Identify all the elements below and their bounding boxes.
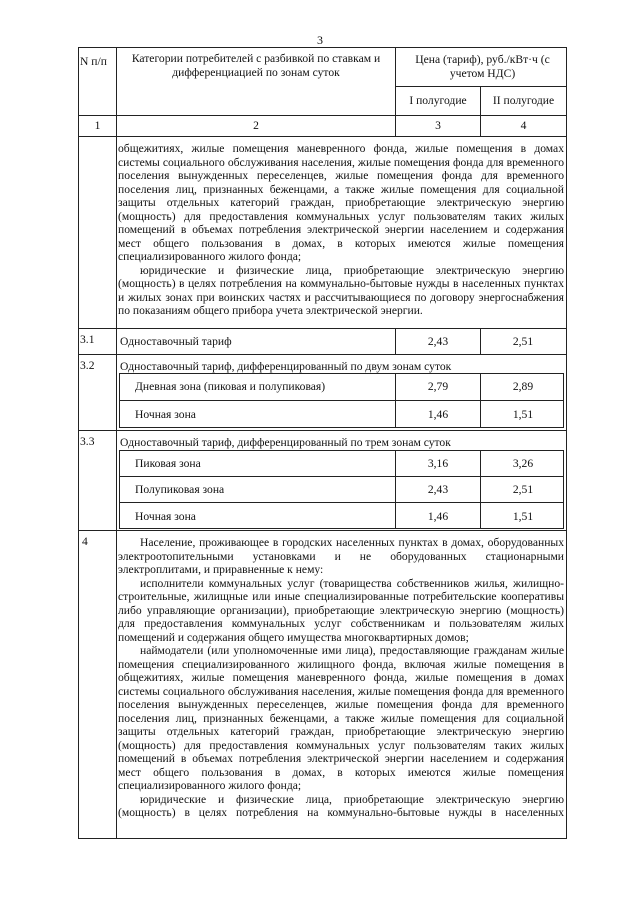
header-price: Цена (тариф), руб./кВт·ч (с учетом НДС) <box>415 53 550 80</box>
row-number: 3.2 <box>80 359 95 372</box>
value-half1: 2,43 <box>427 483 449 496</box>
row-number: 3.1 <box>80 333 95 346</box>
row-number: 3.3 <box>80 435 95 448</box>
header-categories: Категории потребителей с разбивкой по ставкам и дифференциацией по зонам суток <box>131 52 381 79</box>
row-label: Одноставочный тариф, дифференцированный по трем зонам суток <box>120 436 451 449</box>
continuation-text <box>118 142 564 318</box>
value-half2: 3,26 <box>512 457 534 470</box>
value-half2: 1,51 <box>512 408 534 421</box>
zone-label: Ночная зона <box>135 408 196 421</box>
value-half2: 2,51 <box>512 483 534 496</box>
value-half2: 2,51 <box>512 335 534 348</box>
value-half1: 3,16 <box>427 457 449 470</box>
paragraph: юридические и физические лица, приобретающие электрическую энергию (мощность) в целях потребления на коммунально-бытовые нужды в населенных <box>118 792 564 819</box>
value-half1: 1,46 <box>427 408 449 421</box>
value-half2: 1,51 <box>512 510 534 523</box>
header-number: N п/п <box>80 55 107 68</box>
paragraph: Население, проживающее в городских населенных пунктах в домах, оборудованных электроотопительными установками и не оборудованных стационарными электроплитами, и приравненные к нему: <box>118 536 564 576</box>
col-num-2: 2 <box>253 119 259 132</box>
paragraph: исполнители коммунальных услуг (товарищества собственников жилья, жилищно-строительные, жилищные или иные специализированные потребительские кооперативы либо управляющие организации), приобретающие электрическую энергию (мощность) для предоставления коммунальных услуг собственникам и пользователям жилых помещений и содержания общего имущества многоквартирных домов; <box>118 576 564 644</box>
zone-label: Ночная зона <box>135 510 196 523</box>
col-num-4: 4 <box>520 119 527 132</box>
col-num-3: 3 <box>435 119 441 132</box>
header-half1: I полугодие <box>409 94 467 107</box>
row-4-text <box>118 536 564 820</box>
col-num-1: 1 <box>94 119 101 132</box>
zone-label: Дневная зона (пиковая и полупиковая) <box>135 380 326 393</box>
header-half2: II полугодие <box>492 94 555 107</box>
row-label: Одноставочный тариф <box>120 335 232 348</box>
paragraph: наймодатели (или уполномоченные ими лица), предоставляющие гражданам жилые помещения специализированного жилищного фонда, включая жилые помещения в общежитиях, жилые помещения маневренного фонда, жилые помещения в домах системы социального обслуживания населения, жилые помещения фонда для временного поселения вынужденных переселенцев, жилые помещения фонда для временного поселения лиц, признанных беженцами, а также жилые помещения для социальной защиты отдельных категорий граждан, приобретающие электрическую энергию (мощность) для предоставления коммунальных услуг пользователям таких жилых помещений в объемах потребления электрической энергии населением и содержания мест общего пользования в домах, в которых имеются жилые помещения специализированного жилого фонда; <box>118 644 564 792</box>
zone-label: Полупиковая зона <box>135 483 225 496</box>
page-number: 3 <box>317 33 323 47</box>
row-number: 4 <box>82 535 88 548</box>
value-half1: 2,43 <box>427 335 449 348</box>
zone-label: Пиковая зона <box>135 457 201 470</box>
paragraph: общежитиях, жилые помещения маневренного фонда, жилые помещения в домах системы социального обслуживания населения, жилые помещения фонда для временного поселения вынужденных переселенцев, жилые помещения фонда для временного поселения лиц, признанных беженцами, а также жилые помещения для социальной защиты отдельных категорий граждан, приобретающие электрическую энергию (мощность) для предоставления коммунальных услуг пользователям таких жилых помещений в объемах потребления электрической энергии населением и содержания мест общего пользования в домах, в которых имеются жилые помещения специализированного жилого фонда; <box>118 142 564 263</box>
value-half1: 2,79 <box>427 380 449 393</box>
row-label: Одноставочный тариф, дифференцированный по двум зонам суток <box>120 360 452 373</box>
value-half2: 2,89 <box>512 380 534 393</box>
value-half1: 1,46 <box>427 510 449 523</box>
paragraph: юридические и физические лица, приобретающие электрическую энергию (мощность) в целях потребления на коммунально-бытовые нужды в населенных пунктах и жилых зонах при воинских частях и рассчитывающиеся по договору энергоснабжения по показаниям общего прибора учета электрической энергии. <box>118 263 564 317</box>
